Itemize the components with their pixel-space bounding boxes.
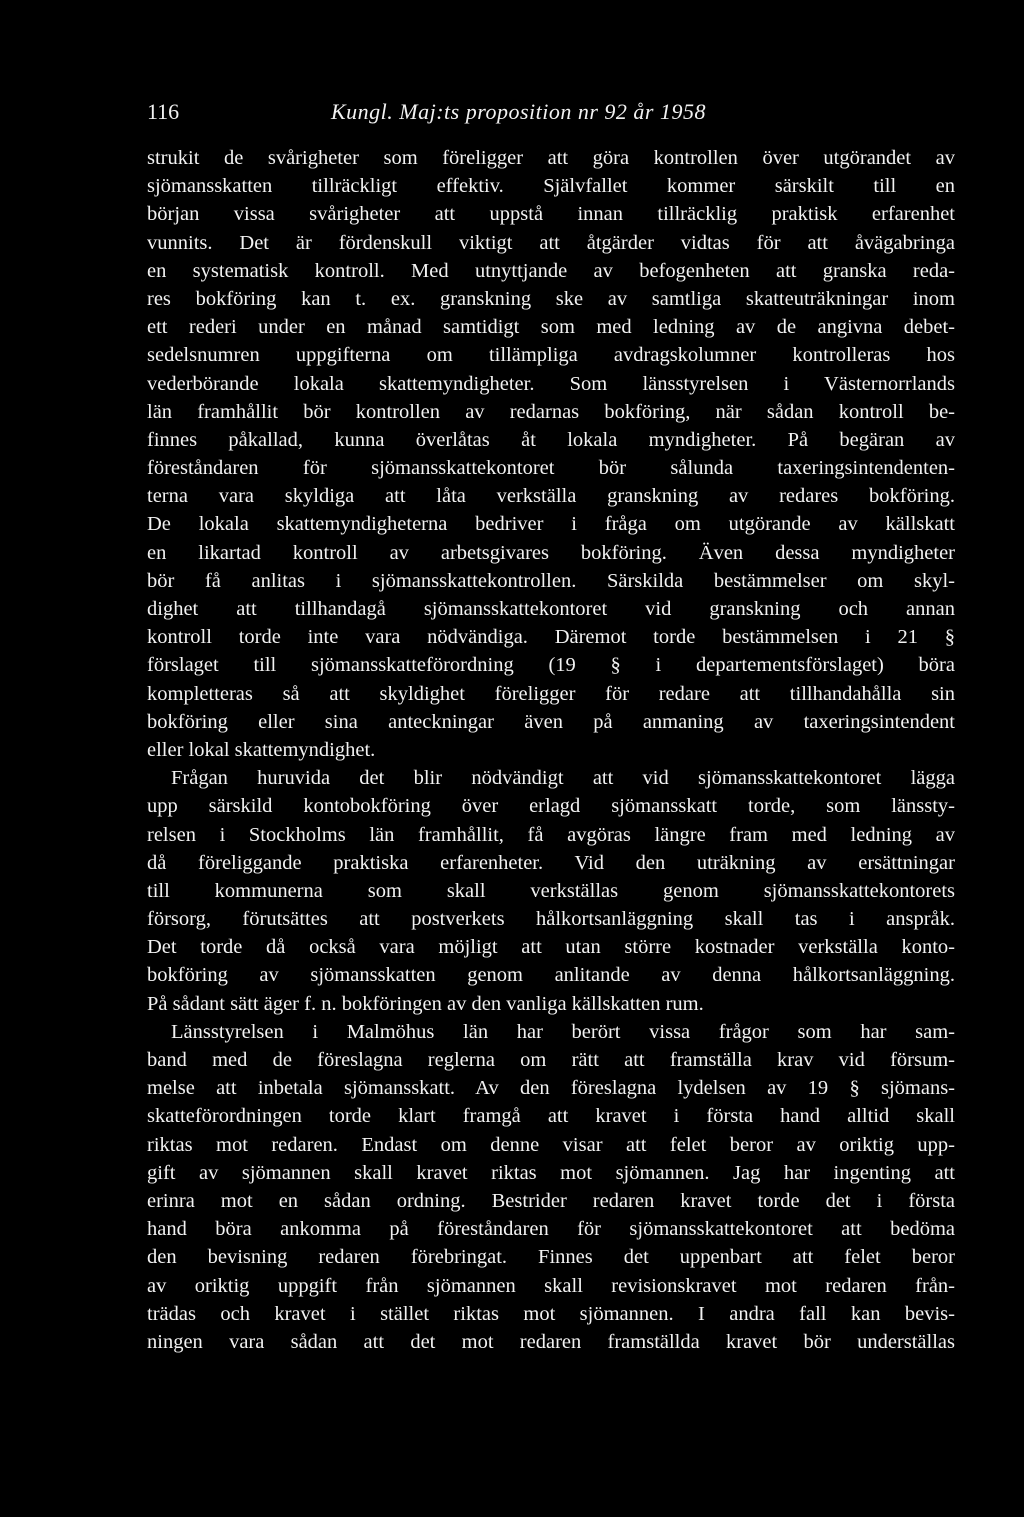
text-line: vunnits. Det är fördenskull viktigt att åtgärder vidtas för att åvägabringa xyxy=(147,231,955,254)
text-line: en likartad kontroll av arbetsgivares bokföring. Även dessa myndigheter xyxy=(147,541,955,564)
paragraph xyxy=(147,144,955,764)
text-line: vederbörande lokala skattemyndigheter. Som länsstyrelsen i Västernorrlands xyxy=(147,372,955,395)
paragraph xyxy=(147,1018,955,1356)
body-text xyxy=(147,144,955,1356)
text-line: band med de föreslagna reglerna om rätt att framställa krav vid försum- xyxy=(147,1049,955,1071)
text-line: finnes påkallad, kunna överlåtas åt lokala myndigheter. På begäran av xyxy=(147,428,955,451)
text-line: kompletteras så att skyldighet föreligger för redare att tillhandahålla sin xyxy=(147,682,955,705)
text-line: På sådant sätt äger f. n. bokföringen av den vanliga källskatten rum. xyxy=(147,992,704,1015)
page-header xyxy=(147,98,955,134)
text-line: terna vara skyldiga att låta verkställa granskning av redares bokföring. xyxy=(147,485,955,508)
text-line: res bokföring kan t. ex. granskning ske av samtliga skatteuträkningar inom xyxy=(147,287,955,310)
running-title: Kungl. Maj:ts proposition nr 92 år 1958 xyxy=(331,99,706,124)
text-line: början vissa svårigheter att uppstå innan tillräcklig praktisk erfarenhet xyxy=(147,203,955,226)
text-line: eller lokal skattemyndighet. xyxy=(147,738,376,761)
text-line: melse att inbetala sjömansskatt. Av den föreslagna lydelsen av 19 § sjömans- xyxy=(147,1077,955,1100)
text-line: föreståndaren för sjömansskattekontoret bör sålunda taxeringsintendenten- xyxy=(147,457,955,480)
document-page xyxy=(147,98,955,1356)
text-line: strukit de svårigheter som föreligger att göra kontrollen över utgörandet av xyxy=(147,147,955,169)
text-line: skatteförordningen torde klart framgå att kravet i första hand alltid skall xyxy=(147,1105,955,1128)
text-line: då föreliggande praktiska erfarenheter. Vid den uträkning av ersättningar xyxy=(147,851,955,874)
text-line: riktas mot redaren. Endast om denne visar att felet beror av oriktig upp- xyxy=(147,1133,955,1156)
text-line: hand böra ankomma på föreståndaren för sjömansskattekontoret att bedöma xyxy=(147,1218,955,1241)
text-line: trädas och kravet i stället riktas mot sjömannen. I andra fall kan bevis- xyxy=(147,1302,955,1325)
text-line: den bevisning redaren förebringat. Finnes det uppenbart att felet beror xyxy=(147,1246,955,1269)
text-line: relsen i Stockholms län framhållit, få avgöras längre fram med ledning av xyxy=(147,823,955,846)
text-line: en systematisk kontroll. Med utnyttjande av befogenheten att granska reda- xyxy=(147,259,955,282)
text-line: sedelsnumren uppgifterna om tillämpliga avdragskolumner kontrolleras hos xyxy=(147,344,955,367)
text-line: av oriktig uppgift från sjömannen skall revisionskravet mot redaren från- xyxy=(147,1274,955,1297)
text-line: bokföring av sjömansskatten genom anlitande av denna hålkortsanläggning. xyxy=(147,964,955,987)
text-line: erinra mot en sådan ordning. Bestrider redaren kravet torde det i första xyxy=(147,1189,955,1212)
text-line: län framhållit bör kontrollen av redarnas bokföring, när sådan kontroll be- xyxy=(147,400,955,423)
text-line: bokföring eller sina anteckningar även på anmaning av taxeringsintendent xyxy=(147,710,955,733)
text-line: ningen vara sådan att det mot redaren framställda kravet bör underställas xyxy=(147,1330,955,1353)
text-line: De lokala skattemyndigheterna bedriver i fråga om utgörande av källskatt xyxy=(147,513,955,536)
text-line: upp särskild kontobokföring över erlagd sjömansskatt torde, som länssty- xyxy=(147,795,955,818)
paragraph xyxy=(147,764,955,1018)
text-line: förslaget till sjömansskatteförordning (19 § i departementsförslaget) böra xyxy=(147,654,955,677)
text-line: Frågan huruvida det blir nödvändigt att vid sjömansskattekontoret lägga xyxy=(171,767,955,790)
text-line: kontroll torde inte vara nödvändiga. Däremot torde bestämmelsen i 21 § xyxy=(147,626,955,649)
text-line: gift av sjömannen skall kravet riktas mot sjömannen. Jag har ingenting att xyxy=(147,1161,955,1184)
text-line: Länsstyrelsen i Malmöhus län har berört vissa frågor som har sam- xyxy=(171,1020,955,1043)
text-line: sjömansskatten tillräckligt effektiv. Självfallet kommer särskilt till en xyxy=(147,175,955,198)
page-number: 116 xyxy=(147,99,180,124)
text-line: försorg, förutsättes att postverkets hålkortsanläggning skall tas i anspråk. xyxy=(147,908,955,931)
text-line: Det torde då också vara möjligt att utan större kostnader verkställa konto- xyxy=(147,936,955,959)
text-line: dighet att tillhandagå sjömansskattekontoret vid granskning och annan xyxy=(147,598,955,620)
text-line: till kommunerna som skall verkställas genom sjömansskattekontorets xyxy=(147,879,955,902)
text-line: bör få anlitas i sjömansskattekontrollen. Särskilda bestämmelser om skyl- xyxy=(147,569,955,592)
text-line: ett rederi under en månad samtidigt som med ledning av de angivna debet- xyxy=(147,316,955,339)
